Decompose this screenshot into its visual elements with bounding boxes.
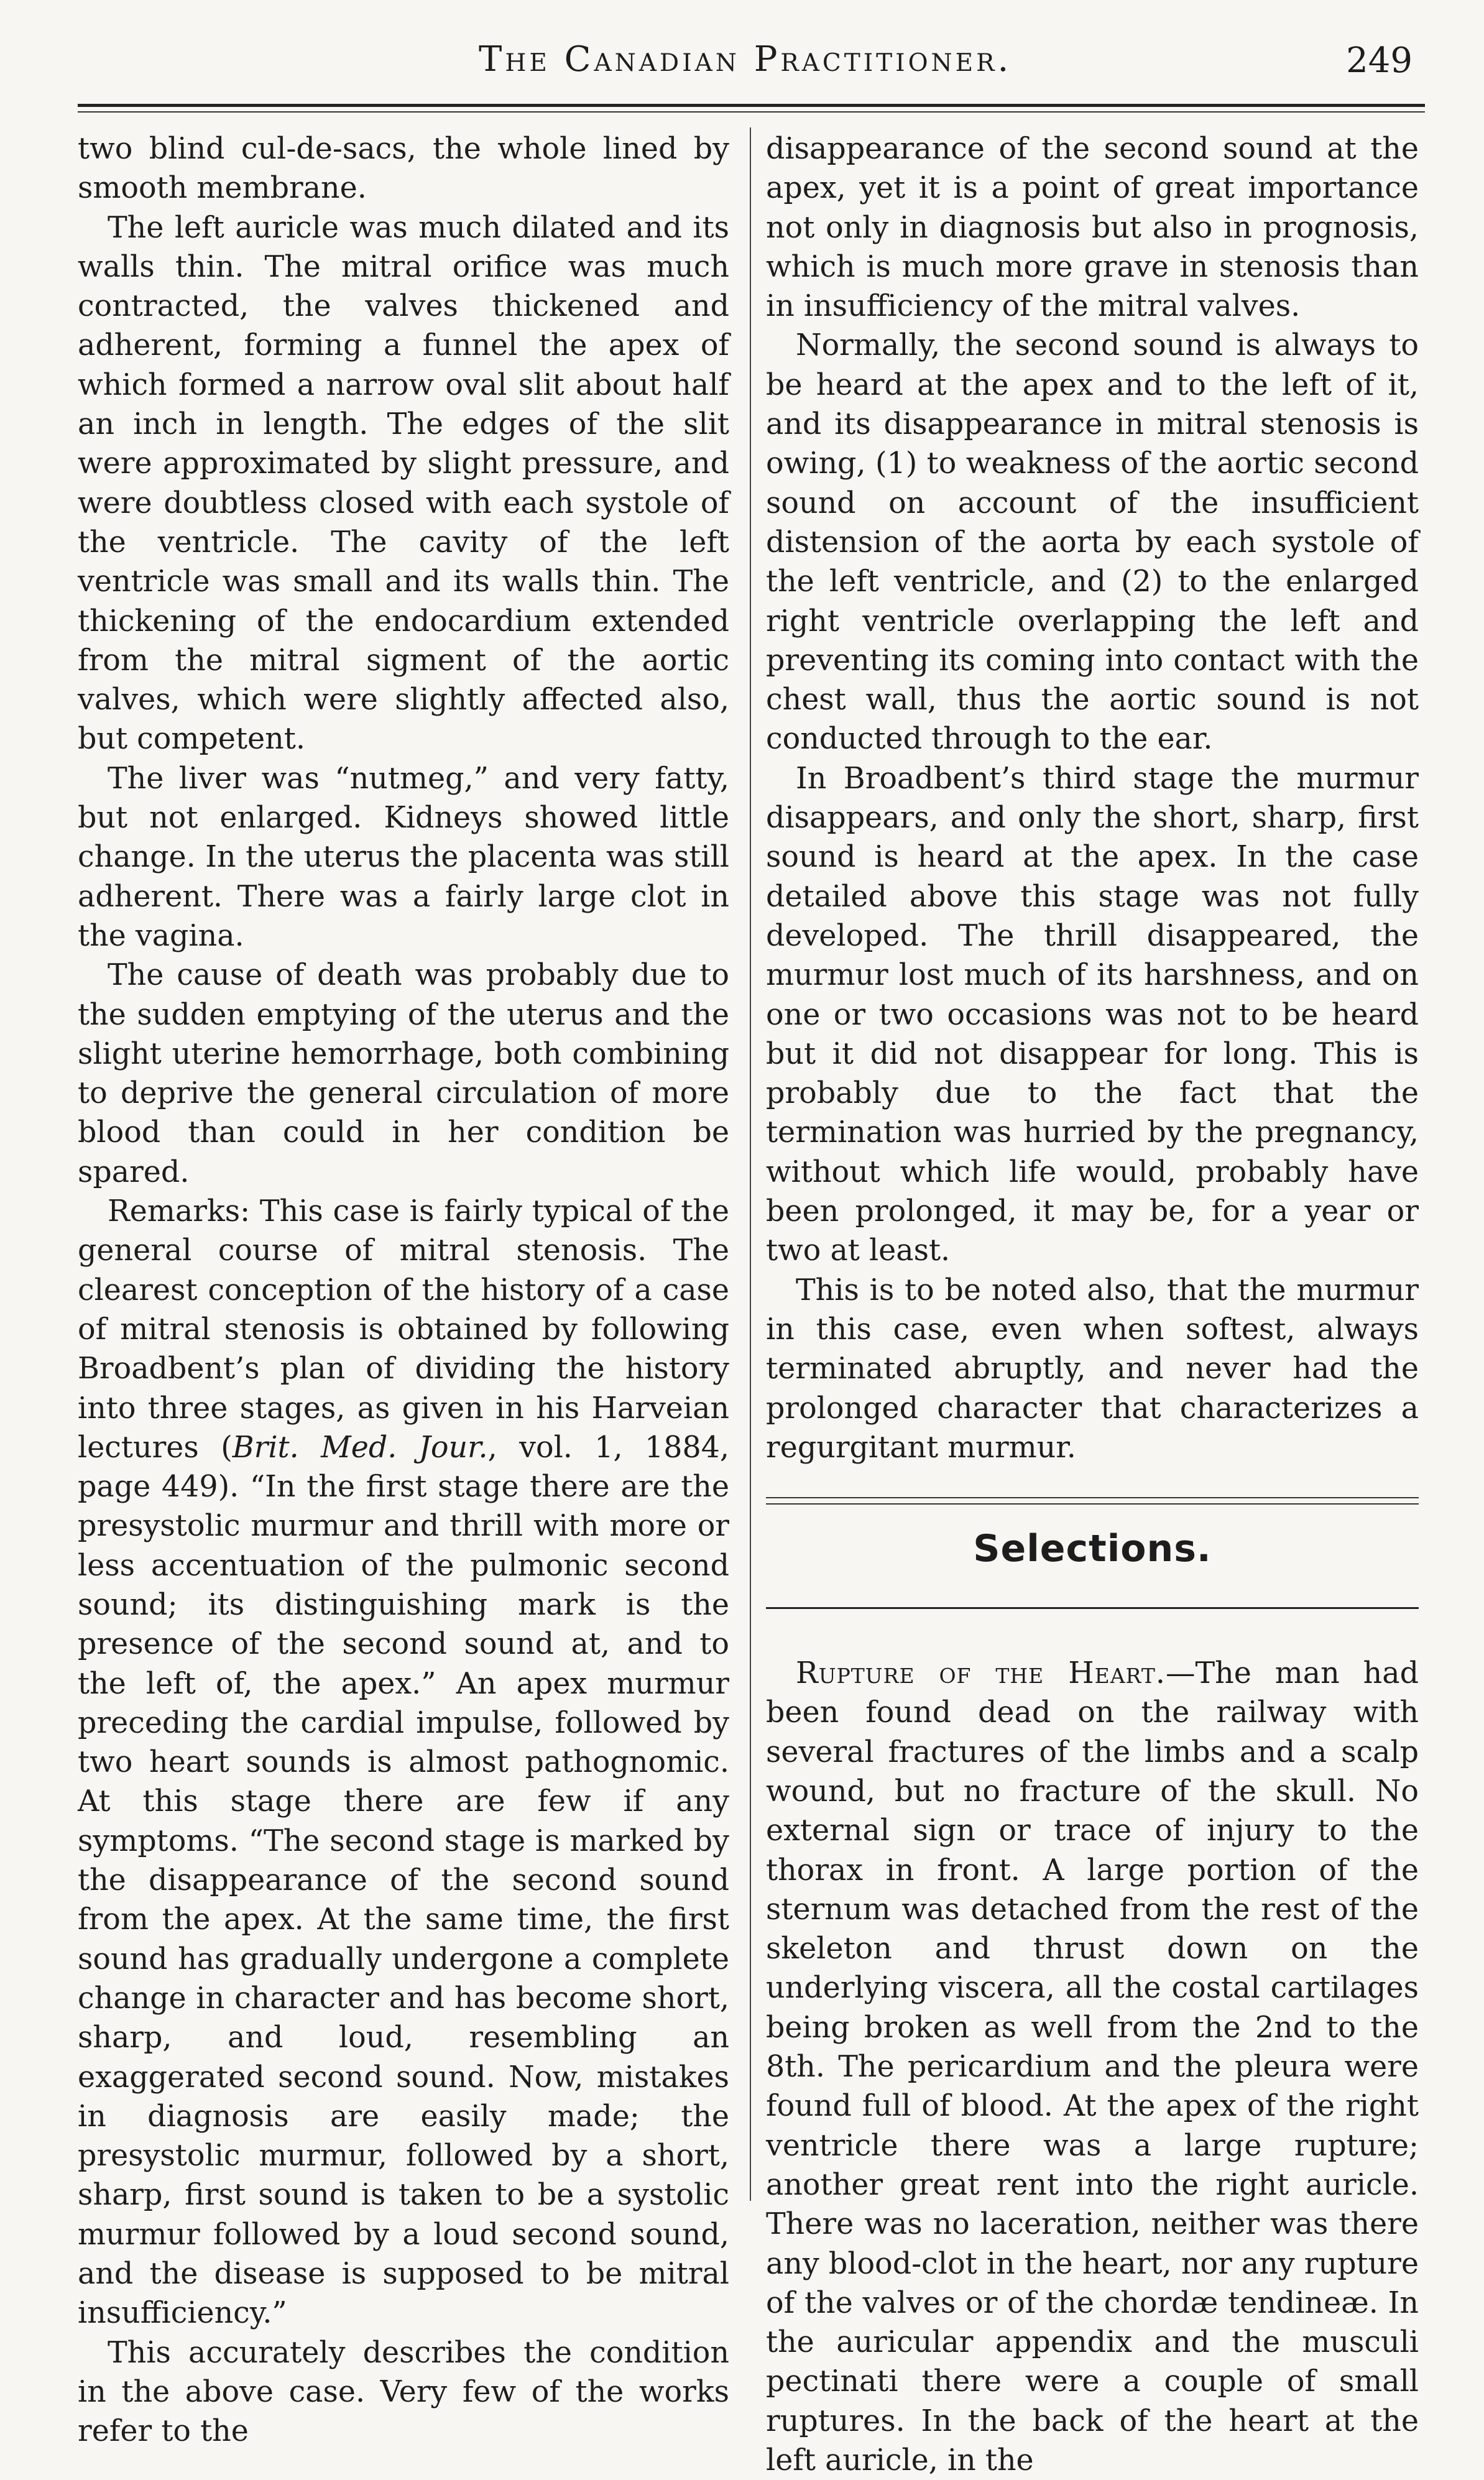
paragraph: The liver was “nutmeg,” and very fatty, but not enlarged. Kidneys showed little change. In the uterus the placenta was still adherent. There was a fairly large clot in the vagina. [78, 761, 729, 953]
left-column [78, 129, 729, 2451]
paragraph: In Broadbent’s third stage the murmur disappears, and only the short, sharp, first sound is heard at the apex. In the case detailed above this stage was not fully developed. The thrill disappeared, the murmur lost much of its harshness, and on one or two occasions was not to be heard but it did not disappear for long. This is probably due to the fact that the termination was hurried by the pregnancy, without which life would, probably have been prolonged, it may be, for a year or two at least. [766, 761, 1419, 1268]
remarks-text-continued: , vol. 1, 1884, page 449). “In the first stage there are the presystolic murmur and thrill with more or less accentuation of the pulmonic second sound; its distinguishing mark is the presence of the second sound at, and to the left of, the apex.” An apex murmur preceding the cardial impulse, followed by two heart sounds is almost pathognomic. At this stage there are few if any symptoms. “The second stage is marked by the disappearance of the second sound from the apex. At the same time, the first sound has gradually undergone a complete change in character and has become short, sharp, and loud, resembling an exaggerated second sound. Now, mistakes in diagnosis are easily made; the presystolic murmur, followed by a short, sharp, first sound is taken to be a systolic murmur followed by a loud second sound, and the disease is supposed to be mitral insufficiency.” [78, 1430, 729, 2331]
header-rule-thin [78, 111, 1425, 113]
paragraph: disappearance of the second sound at the apex, yet it is a point of great importance not only in diagnosis but also in prognosis, which is much more grave in stenosis than in insufficiency of the mitral valves. [766, 132, 1419, 324]
paragraph: Normally, the second sound is always to be heard at the apex and to the left of it, and its disappearance in mitral stenosis is owing, (1) to weakness of the aortic second sound on account of the insufficient distension of the aorta by each systole of the left ventricle, and (2) to the enlarged right ventricle overlapping the left and preventing its coming into contact with the chest wall, thus the aortic sound is not conducted through to the ear. [766, 328, 1419, 757]
remarks-paragraph [78, 1192, 729, 2333]
section-title: Selections. [973, 1527, 1212, 1571]
section-rule [766, 1497, 1419, 1498]
selection-paragraph [766, 1654, 1419, 2480]
paragraph: This is to be noted also, that the murmur in this case, even when softest, always terminated abruptly, and never had the prolonged character that characterizes a regurgitant murmur. [766, 1273, 1419, 1465]
paragraph: The left auricle was much dilated and its walls thin. The mitral orifice was much contracted, the valves thickened and adherent, forming a funnel the apex of which formed a narrow oval slit about half an inch in length. The edges of the slit were approximated by slight pressure, and were doubtless closed with each systole of the ventricle. The cavity of the left ventricle was small and its walls thin. The thickening of the endocardium extended from the mitral sigment of the aortic valves, which were slightly affected also, but competent. [78, 210, 729, 757]
article-text: —The man had been found dead on the railway with several fractures of the limbs and a scalp wound, but no fracture of the skull. No external sign or trace of injury to the thorax in front. A large portion of the sternum was detached from the rest of the skeleton and thrust down on the underlying viscera, all the costal cartilages being broken as well from the 2nd to the 8th. The pericardium and the pleura were found full of blood. At the apex of the right ventricle there was a large rupture; another great rent into the right auricle. There was no laceration, neither was there any blood-clot in the heart, nor any rupture of the valves or of the chordæ tendineæ. In the auricular appendix and the musculi pectinati there were a couple of small ruptures. In the back of the heart at the left auricle, in the [766, 1656, 1419, 2478]
remarks-text: Remarks: This case is fairly typical of the general course of mitral stenosis. The clearest conception of the history of a case of mitral stenosis is obtained by following Broadbent’s plan of dividing the history into three stages, as given in his Harveian lectures ( [78, 1194, 729, 1465]
section-rule [766, 1607, 1419, 1609]
page-number: 249 [1346, 40, 1413, 81]
article-heading: Rupture of the Heart. [796, 1656, 1166, 1691]
paragraph: This accurately describes the condition in the above case. Very few of the works refer to the [78, 2335, 729, 2449]
right-column [766, 129, 1419, 2480]
header-rule-thick [78, 104, 1425, 107]
paragraph: two blind cul-de-sacs, the whole lined by smooth membrane. [78, 132, 729, 206]
paragraph: The cause of death was probably due to the sudden emptying of the uterus and the slight uterine hemorrhage, both combining to deprive the general circulation of more blood than could in her condition be spared. [78, 958, 729, 1189]
selections-section-header [766, 1467, 1419, 1654]
journal-citation: Brit. Med. Jour. [232, 1430, 488, 1465]
running-title: The Canadian Practitioner. [479, 39, 1012, 80]
section-rule [766, 1503, 1419, 1505]
column-divider [750, 127, 751, 2201]
running-header [0, 34, 1484, 103]
